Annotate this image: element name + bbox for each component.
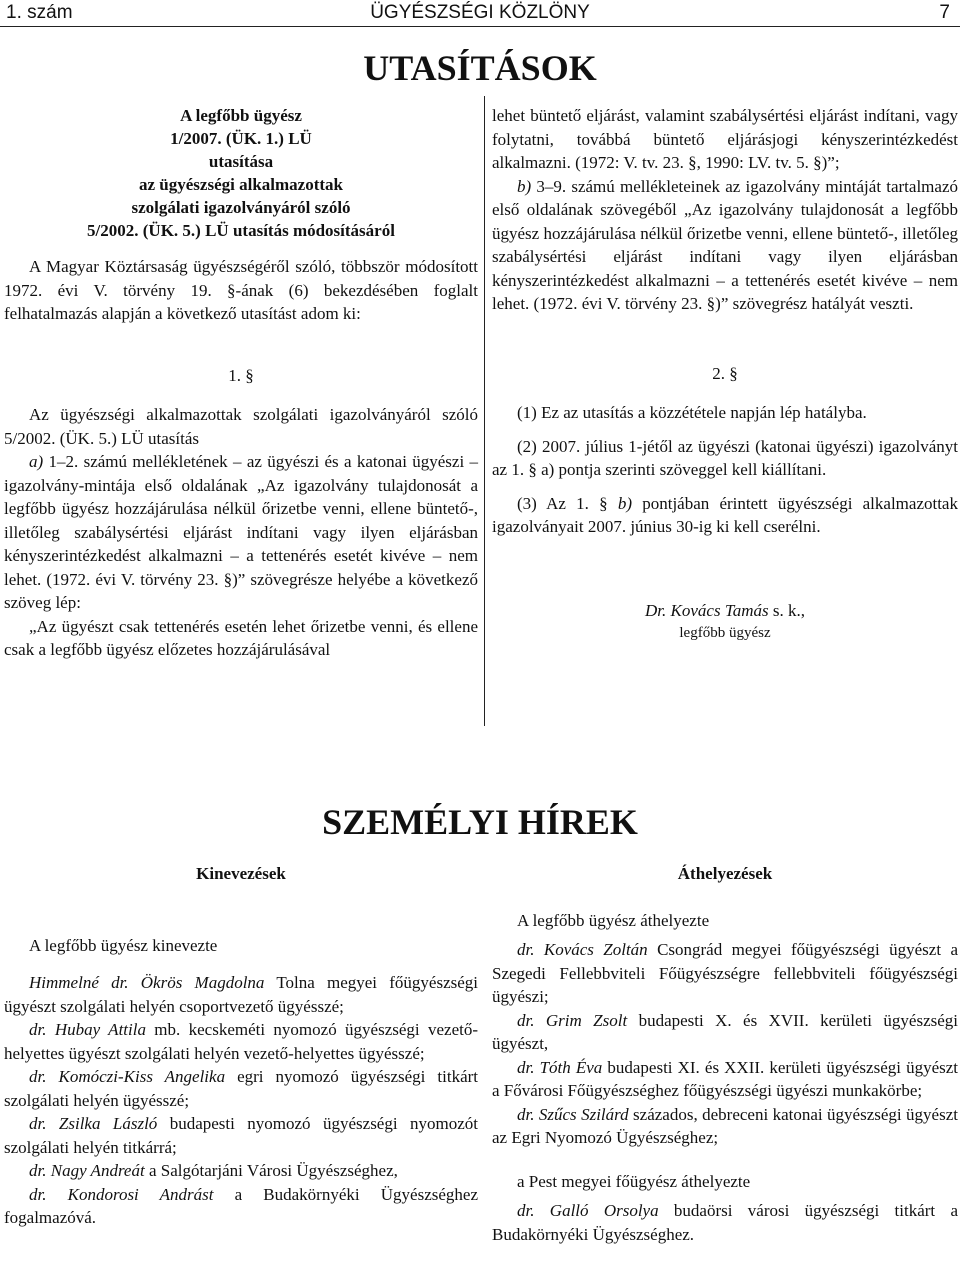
kinevezesek-intro: A legfőbb ügyész kinevezte	[29, 935, 218, 955]
person-name: dr. Tóth Éva	[517, 1057, 603, 1077]
list-item	[492, 1056, 958, 1103]
section-title-utasitasok: UTASÍTÁSOK	[363, 48, 597, 88]
section-2-para-3	[492, 492, 958, 539]
title-line: A legfőbb ügyész	[180, 106, 302, 125]
signature	[492, 599, 958, 623]
person-name: dr. Komóczi-Kiss Angelika	[29, 1067, 226, 1086]
person-name: dr. Grim Zsolt	[517, 1010, 628, 1030]
list-item	[492, 1009, 958, 1056]
entry-text: Tolna megyei főügyészségi ügyészt szolgálati helyén csoportvezető ügyésszé;	[4, 973, 478, 1016]
list-item	[492, 1199, 958, 1246]
section-1-intro: Az ügyészségi alkalmazottak szolgálati igazolványáról szóló 5/2002. (ÜK. 5.) LÜ utasítás	[4, 405, 478, 448]
page-number: 7	[939, 2, 950, 23]
section-1-point-b	[492, 175, 958, 316]
list-item	[492, 1103, 958, 1150]
utasitas-right-column	[492, 104, 958, 646]
title-line: 5/2002. (ÜK. 5.) LÜ utasítás módosításáról	[87, 221, 395, 240]
quote-continuation: lehet büntető eljárást, valamint szabálysértési eljárást indítani, vagy folytatni, továbbá büntető eljárásjogi kényszerintézkedést alkalmazni. (1972: V. tv. 23. §, 1990: LV. tv. 5. §)”;	[492, 106, 958, 172]
utasitas-left-column	[4, 104, 478, 662]
para-3-post: pontjában érintett ügyészségi alkalmazottak igazolványait 2007. június 30-ig ki kell cserélni.	[492, 493, 958, 536]
list-item	[4, 1018, 478, 1065]
person-name: dr. Kondorosi Andrást	[29, 1184, 214, 1204]
section-2-heading: 2. §	[712, 363, 738, 383]
section-2-para-2: (2) 2007. július 1-jétől az ügyészi (katonai ügyészi) igazolványt az 1. § a) pontja szerinti szöveggel kell kiállítani.	[492, 436, 958, 479]
entry-text: budapesti X. és XVII. kerületi ügyészségi ügyészt,	[492, 1010, 958, 1053]
person-name: dr. Kovács Zoltán	[517, 940, 648, 959]
title-line: szolgálati igazolványáról szóló	[131, 198, 351, 217]
point-a-text: 1–2. számú mellékletének – az ügyészi és a katonai ügyészi – igazolvány-mintája első oldalának „Az igazolvány tulajdonosát a legfőbb ügyész hozzájárulása nélkül őrizetbe venni, ellene büntető-, illetőleg szabálysértési eljárást indítani vagy ilyen eljárásban kényszerintézkedést alkalmazni – a tettenérés esetét kivéve – nem lehet. (1972. évi V. törvény 23. §)” szövegrésze helyébe a következő szöveg lép:	[4, 452, 478, 612]
kinevezesek-column	[4, 862, 478, 1230]
section-2-para-1: (1) Ez az utasítás a közzététele napján lép hatályba.	[517, 403, 867, 422]
list-item	[4, 1183, 478, 1230]
list-item	[4, 971, 478, 1018]
section-title-szemelyi-hirek: SZEMÉLYI HÍREK	[322, 802, 638, 842]
person-name: dr. Nagy Andreát	[29, 1161, 145, 1180]
para-3-pre: (3) Az 1. §	[517, 493, 618, 513]
instruction-title	[4, 104, 478, 242]
person-name: Himmelné dr. Ökrös Magdolna	[29, 973, 265, 992]
signature-suffix: s. k.,	[768, 600, 805, 620]
entry-text: budaörsi városi ügyészségi titkárt a Budakörnyéki Ügyészséghez.	[492, 1201, 958, 1244]
list-item	[4, 1065, 478, 1112]
journal-title: ÜGYÉSZSÉGI KÖZLÖNY	[370, 2, 590, 23]
person-name: dr. Szűcs Szilárd	[517, 1104, 629, 1124]
list-item	[4, 1159, 478, 1183]
entry-text: Csongrád megyei főügyészségi ügyészt a Szegedi Fellebbviteli Főügyészségre fellebbviteli főügyészségi ügyészi;	[492, 940, 958, 1006]
preamble: A Magyar Köztársaság ügyészségéről szóló, többször módosított 1972. évi V. törvény 19. §-ának (6) bekezdésében foglalt felhatalmazás alapján a következő utasítást adom ki:	[4, 257, 478, 323]
entry-text: a Salgótarjáni Városi Ügyészséghez,	[144, 1161, 398, 1180]
point-b-label: b)	[517, 176, 532, 196]
athelyezesek-intro-2: a Pest megyei főügyész áthelyezte	[517, 1171, 751, 1191]
entry-text: egri nyomozó ügyészségi titkárt szolgálati helyén ügyésszé;	[4, 1067, 478, 1110]
person-name: dr. Galló Orsolya	[517, 1201, 659, 1220]
header-rule	[0, 26, 960, 27]
title-line: 1/2007. (ÜK. 1.) LÜ	[170, 129, 312, 148]
signature-title: legfőbb ügyész	[679, 625, 771, 641]
title-line: az ügyészségi alkalmazottak	[139, 175, 343, 194]
athelyezesek-intro-1: A legfőbb ügyész áthelyezte	[517, 910, 710, 930]
section-1-point-a-quote: „Az ügyészt csak tettenérés esetén lehet őrizetbe venni, és ellene csak a legfőbb ügyész előzetes hozzájárulásával	[4, 616, 478, 659]
signature-name: Dr. Kovács Tamás	[645, 600, 769, 620]
entry-text: százados, debreceni katonai ügyészségi ügyészt az Egri Nyomozó Ügyészséghez;	[492, 1104, 958, 1147]
kinevezesek-heading: Kinevezések	[196, 864, 286, 883]
point-b-text: 3–9. számú mellékleteinek az igazolvány mintáját tartalmazó első oldalának szövegéből „Az igazolvány tulajdonosát a legfőbb ügyész hozzájárulása nélkül őrizetbe venni, ellene büntető-, illetőleg szabálysértési eljárást indítani vagy ilyen eljárásban kényszerintézkedést alkalmazni – a tettenérés esetét kivéve – nem lehet. (1972. évi V. törvény 23. §)” szövegrész hatályát veszti.	[492, 176, 958, 313]
section-1-heading: 1. §	[228, 365, 254, 385]
section-1-point-a	[4, 450, 478, 615]
athelyezesek-column	[492, 862, 958, 1246]
title-line: utasítása	[208, 152, 274, 171]
entry-text: budapesti XI. és XXII. kerületi ügyészségi ügyészt a Fővárosi Főügyészséghez főügyészségi ügyészi munkakörbe;	[492, 1057, 958, 1100]
entry-text: budapesti nyomozó ügyészségi nyomozót szolgálati helyén titkárrá;	[4, 1114, 478, 1157]
point-a-label: a)	[29, 452, 44, 471]
person-name: dr. Zsilka László	[29, 1114, 158, 1133]
entry-text: a Budakörnyéki Ügyészséghez fogalmazóvá.	[4, 1184, 478, 1227]
issue-number: 1. szám	[6, 2, 73, 23]
list-item	[4, 1112, 478, 1159]
athelyezesek-heading: Áthelyezések	[677, 864, 773, 883]
entry-text: mb. kecskeméti nyomozó ügyészségi vezető-helyettes ügyészt szolgálati helyén vezető-helyettes ügyésszé;	[4, 1020, 478, 1063]
person-name: dr. Hubay Attila	[29, 1020, 146, 1039]
column-divider	[484, 96, 485, 726]
para-3-label: b)	[617, 493, 632, 513]
list-item	[492, 938, 958, 1009]
